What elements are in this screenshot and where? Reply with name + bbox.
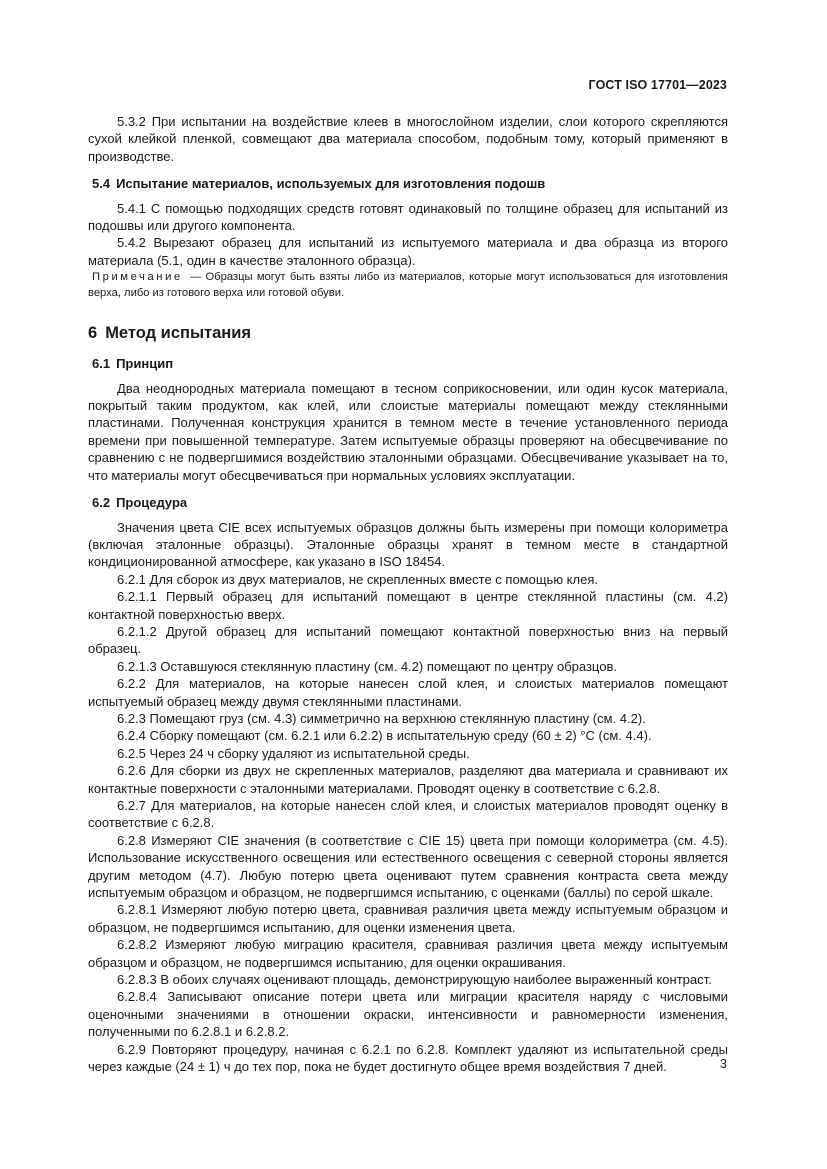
paragraph: 6.2.8.2 Измеряют любую миграцию красителя, сравнивая различия цвета между испытуемым образцом и образцом, не подвергшимся испытанию, для оценки окрашивания.	[88, 937, 728, 970]
paragraph: 6.2.3 Помещают груз (см. 4.3) симметрично на верхнюю стеклянную пластину (см. 4.2).	[117, 710, 646, 726]
paragraph: Два неоднородных материала помещают в тесном соприкосновении, или один кусок материала, покрытый таким продуктом, как клей, или слоистые материалы помещают между стеклянными пластинами. Полученная конструкция хранится в темном месте в течение установленного периода времени при повышенной температуре. Затем испытуемые образцы проверяют на обесцвечивание по сравнению с не подвергшимися воздействию эталонными образцами. Обесцвечивание указывает на то, что материалы могут обесцвечиваться при нормальных условиях эксплуатации.	[88, 380, 728, 483]
document-body	[88, 113, 728, 1076]
paragraph: 6.2.8.4 Записывают описание потери цвета или миграции красителя наряду с числовыми оценочными значениями в отношении окраски, интенсивности и равномерности изменения, полученными по 6.2.8.1 и 6.2.8.2.	[88, 989, 728, 1040]
document-id-header: ГОСТ ISO 17701—2023	[588, 78, 727, 92]
subsection-number: 6.1	[92, 356, 111, 372]
paragraph: 6.2.1.1 Первый образец для испытаний помещают в центре стеклянной пластины (см. 4.2) контактной поверхностью вверх.	[88, 589, 728, 622]
paragraph: 6.2.7 Для материалов, на которые нанесен слой клея, и слоистых материалов проводят оценку в соответствие с 6.2.8.	[88, 798, 728, 831]
subsection-number: 5.4	[92, 176, 111, 192]
paragraph: 5.4.1 С помощью подходящих средств готовят одинаковый по толщине образец для испытаний из подошвы или другого компонента.	[88, 200, 728, 234]
subsection-title: Испытание материалов, используемых для изготовления подошв	[116, 176, 546, 192]
paragraph: 6.2.4 Сборку помещают (см. 6.2.1 или 6.2.2) в испытательную среду (60 ± 2) °С (см. 4.4).	[117, 728, 652, 744]
section-number: 6	[88, 324, 98, 343]
paragraph: 6.2.1 Для сборок из двух материалов, не скрепленных вместе с помощью клея.	[117, 571, 598, 587]
paragraph: Значения цвета CIE всех испытуемых образцов должны быть измерены при помощи колориметра (включая эталонные образцы). Эталонные образцы хранят в темном месте в стандартной кондиционированной атмосфере, как указано в ISO 18454.	[88, 519, 728, 570]
paragraph: 6.2.9 Повторяют процедуру, начиная с 6.2.1 по 6.2.8. Комплект удаляют из испытательной среды через каждые (24 ± 1) ч до тех пор, пока не будет достигнуто общее время воздействия 7 дней.	[88, 1041, 728, 1075]
paragraph: 6.2.1.2 Другой образец для испытаний помещают контактной поверхностью вниз на первый образец.	[88, 623, 728, 657]
paragraph: 6.2.8.1 Измеряют любую потерю цвета, сравнивая различия цвета между испытуемым образцом и образцом, не подвергшимся испытанию, для оценки изменения цвета.	[88, 902, 728, 935]
note	[88, 269, 728, 301]
paragraph: 6.2.5 Через 24 ч сборку удаляют из испытательной среды.	[117, 745, 470, 761]
paragraph: 6.2.6 Для сборки из двух не скрепленных материалов, разделяют два материала и сравнивают их контактные поверхности с эталонными материалами. Проводят оценку в соответствие с 6.2.8.	[88, 763, 728, 796]
paragraph: 6.2.8 Измеряют CIE значения (в соответствие с CIE 15) цвета при помощи колориметра (см. 4.5). Использование искусственного освещения или естественного освещения с северной стороны является другим методом (4.7). Любую потерю цвета оценивают путем сравнения контраста света между испытуемым образцом и образцом, не подвергшимся испытанию, с оценками (баллы) по серой шкале.	[88, 832, 728, 901]
subsection-title: Принцип	[116, 356, 174, 372]
paragraph: 5.4.2 Вырезают образец для испытаний из испытуемого материала и два образца из второго материала (5.1, один в качестве эталонного образца).	[88, 235, 728, 268]
paragraph: 5.3.2 При испытании на воздействие клеев в многослойном изделии, слои которого скрепляются сухой клейкой пленкой, совмещают два материала способом, подобным тому, который применяют в производстве.	[88, 114, 728, 164]
paragraph: 6.2.2 Для материалов, на которые нанесен слой клея, и слоистых материалов помещают испытуемый образец между двумя стеклянными пластинами.	[88, 676, 728, 709]
section-heading	[88, 323, 728, 343]
note-label: Примечание	[92, 271, 183, 284]
subsection-number: 6.2	[92, 495, 111, 511]
note-text: — Образцы могут быть взяты либо из материалов, которые могут использоваться для изготовления верха, либо из готового верха или готовой обуви.	[88, 271, 728, 300]
subsection-heading	[88, 355, 728, 372]
page-number: 3	[720, 1057, 727, 1071]
subsection-title: Процедура	[116, 495, 188, 511]
subsection-heading	[88, 494, 728, 511]
section-title: Метод испытания	[105, 324, 252, 343]
paragraph: 6.2.8.3 В обоих случаях оценивают площадь, демонстрирующую наиболее выраженный контраст.	[117, 972, 712, 988]
subsection-heading	[88, 175, 728, 192]
paragraph: 6.2.1.3 Оставшуюся стеклянную пластину (см. 4.2) помещают по центру образцов.	[117, 658, 617, 674]
